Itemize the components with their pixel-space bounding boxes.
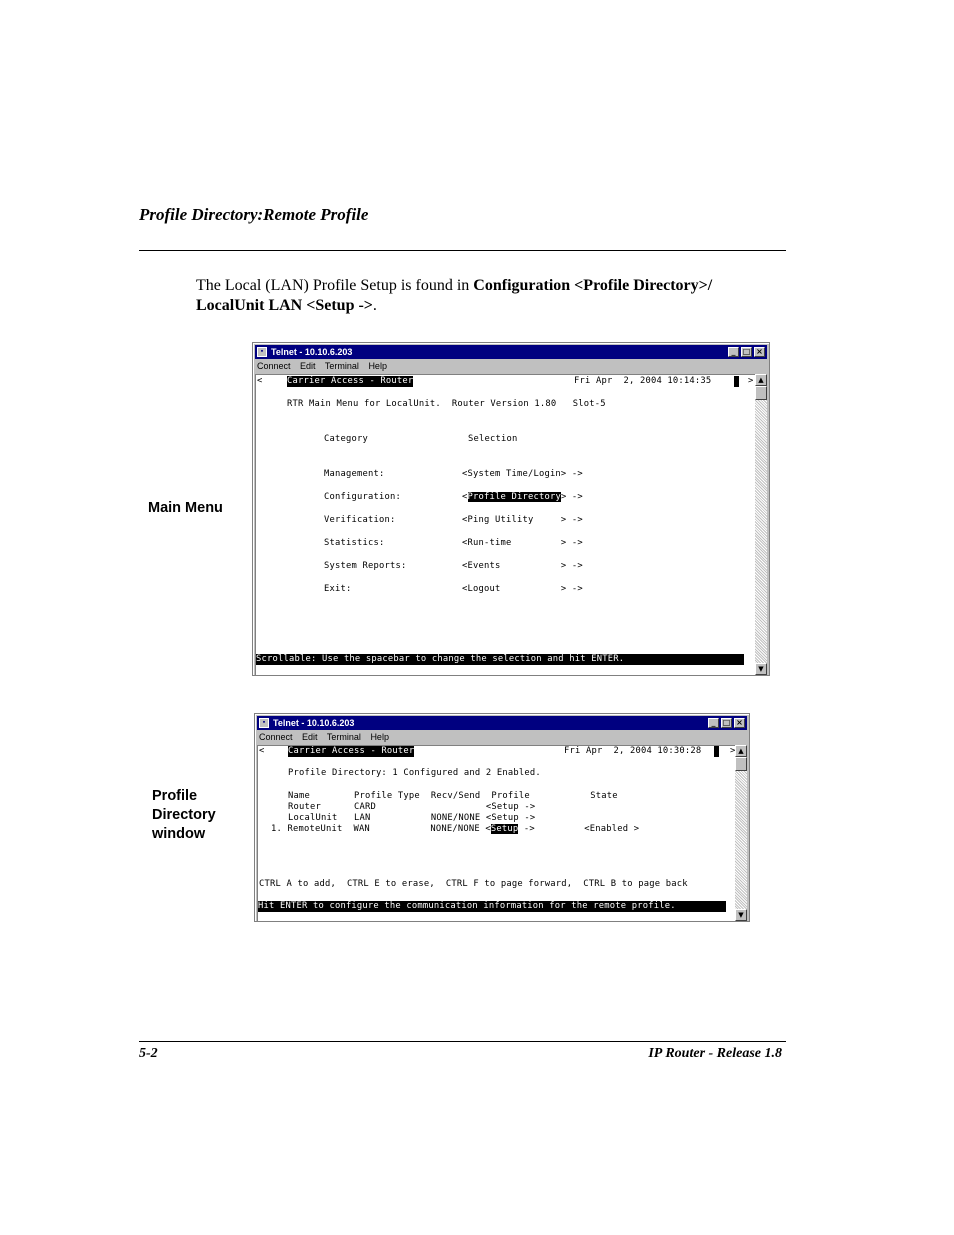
- table-row[interactable]: [271, 824, 639, 835]
- maximize-icon[interactable]: □: [742, 347, 751, 356]
- document-title: IP Router - Release 1.8: [648, 1046, 782, 1061]
- terminal-cursor: [734, 376, 739, 387]
- sel-bracket-open: <: [462, 492, 468, 502]
- page-section-title: Profile Directory:Remote Profile: [139, 205, 369, 224]
- terminal-header-title: Carrier Access - Router: [287, 376, 414, 386]
- terminal-datetime: Fri Apr 2, 2004 10:30:28: [564, 746, 702, 756]
- window-menubar: [259, 731, 396, 744]
- selection-configuration[interactable]: [462, 492, 583, 503]
- telnet-app-icon: ▪: [259, 718, 269, 728]
- category-system-reports: System Reports:: [324, 561, 407, 571]
- ctrl-help-line: CTRL A to add, CTRL E to erase, CTRL F to page forward, CTRL B to page back: [259, 879, 688, 889]
- telnet-window-profile-directory: [254, 713, 750, 922]
- scroll-thumb[interactable]: [735, 757, 747, 771]
- menu-terminal[interactable]: Terminal: [324, 361, 359, 371]
- terminal-status-bar: Hit ENTER to configure the communication information for the remote profile.: [258, 901, 726, 912]
- scroll-down-icon[interactable]: ▼: [735, 909, 747, 921]
- close-icon[interactable]: ×: [734, 718, 745, 728]
- column-category: Category: [324, 434, 368, 444]
- selection-system-reports[interactable]: <Events > ->: [462, 561, 583, 571]
- sel-bracket-close: > ->: [560, 492, 583, 502]
- terminal-header-title: Carrier Access - Router: [288, 746, 415, 756]
- table-header: Name Profile Type Recv/Send Profile State: [288, 791, 618, 801]
- menu-help[interactable]: Help: [370, 732, 389, 742]
- menu-edit[interactable]: Edit: [300, 361, 316, 371]
- close-icon[interactable]: ×: [754, 347, 765, 357]
- page-number: 5-2: [139, 1046, 158, 1061]
- table-row[interactable]: Router CARD <Setup ->: [288, 802, 536, 812]
- window-titlebar: [255, 345, 767, 359]
- scroll-down-icon[interactable]: ▼: [755, 663, 767, 675]
- intro-text: The Local (LAN) Profile Setup is found in: [196, 277, 474, 294]
- header-right-arrow: >: [748, 376, 754, 386]
- terminal-subtitle: RTR Main Menu for LocalUnit. Router Version 1.80 Slot-5: [287, 399, 606, 409]
- header-left-arrow: <: [259, 746, 265, 756]
- scroll-up-icon[interactable]: ▲: [735, 745, 747, 757]
- category-exit: Exit:: [324, 584, 352, 594]
- selection-statistics[interactable]: <Run-time > ->: [462, 538, 583, 548]
- selection-verification[interactable]: <Ping Utility > ->: [462, 515, 583, 525]
- intro-paragraph: [196, 276, 776, 316]
- menu-edit[interactable]: Edit: [302, 732, 318, 742]
- scroll-up-icon[interactable]: ▲: [755, 374, 767, 386]
- intro-period: .: [372, 297, 377, 314]
- category-management: Management:: [324, 469, 385, 479]
- setup-highlight: Setup: [490, 824, 519, 834]
- window-menubar: [257, 360, 394, 373]
- header-right-arrow: >: [730, 746, 736, 756]
- minimize-icon[interactable]: _: [708, 718, 719, 728]
- terminal-cursor: [714, 746, 719, 757]
- window-title: Telnet - 10.10.6.203: [271, 347, 353, 357]
- telnet-app-icon: ▪: [257, 347, 267, 357]
- maximize-icon[interactable]: □: [722, 718, 731, 727]
- column-selection: Selection: [468, 434, 518, 444]
- directory-summary: Profile Directory: 1 Configured and 2 Enabled.: [288, 768, 541, 778]
- category-configuration: Configuration:: [324, 492, 401, 502]
- row3-state: -> <Enabled >: [518, 824, 640, 834]
- footer-rule: [139, 1041, 786, 1042]
- minimize-icon[interactable]: _: [728, 347, 739, 357]
- menu-help[interactable]: Help: [368, 361, 387, 371]
- header-rule: [139, 250, 786, 251]
- menu-connect[interactable]: Connect: [259, 732, 293, 742]
- window-title: Telnet - 10.10.6.203: [273, 718, 355, 728]
- selection-highlight: Profile Directory: [467, 492, 561, 502]
- header-left-arrow: <: [257, 376, 263, 386]
- category-verification: Verification:: [324, 515, 396, 525]
- scroll-thumb[interactable]: [755, 386, 767, 400]
- menu-terminal[interactable]: Terminal: [326, 732, 361, 742]
- label-line-2: Directory: [152, 807, 216, 823]
- label-line-1: Profile: [152, 788, 198, 804]
- menu-connect[interactable]: Connect: [257, 361, 291, 371]
- window-titlebar: [257, 716, 747, 730]
- terminal-status-bar: Scrollable: Use the spacebar to change the selection and hit ENTER.: [256, 654, 744, 665]
- vertical-scrollbar[interactable]: [755, 374, 767, 675]
- intro-path: Configuration <Profile Directory>/ LocalUnit LAN <Setup ->: [196, 277, 713, 314]
- label-line-3: window: [152, 826, 206, 842]
- selection-management[interactable]: <System Time/Login> ->: [462, 469, 583, 479]
- terminal-screen[interactable]: [257, 745, 736, 921]
- row3-text: 1. RemoteUnit WAN NONE/NONE <: [271, 824, 491, 834]
- terminal-screen[interactable]: [255, 374, 756, 675]
- main-menu-label: Main Menu: [148, 500, 223, 516]
- category-statistics: Statistics:: [324, 538, 385, 548]
- selection-exit[interactable]: <Logout > ->: [462, 584, 583, 594]
- profile-directory-label: [152, 787, 216, 844]
- vertical-scrollbar[interactable]: [735, 745, 747, 921]
- telnet-window-main-menu: [252, 342, 770, 676]
- terminal-datetime: Fri Apr 2, 2004 10:14:35: [574, 376, 712, 386]
- table-row[interactable]: LocalUnit LAN NONE/NONE <Setup ->: [288, 813, 536, 823]
